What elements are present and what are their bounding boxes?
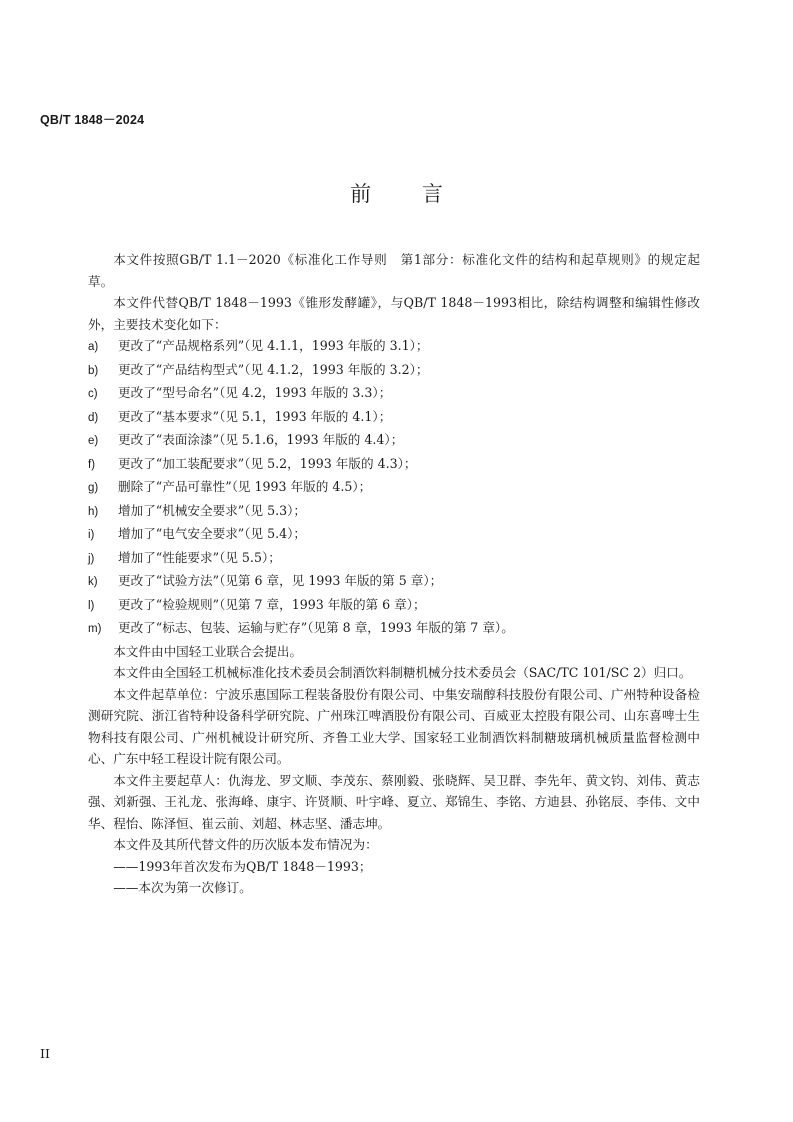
list-item-text: 更改了“试验方法”（见第 6 章，见 1993 年版的第 5 章）；: [118, 573, 443, 588]
list-item-text: 增加了“机械安全要求”（见 5.3）；: [118, 502, 307, 518]
list-item-label: l): [88, 599, 95, 612]
list-item-text: 增加了“电气安全要求”（见 5.4）；: [118, 526, 307, 541]
list-item: [88, 359, 700, 383]
list-item-label: b): [88, 364, 99, 377]
list-item: [88, 570, 700, 594]
list-item: [88, 523, 700, 547]
committee-paragraph: 本文件由全国轻工机械标准化技术委员会制酒饮料制糖机械分技术委员会（SAC/TC 101/SC 2）归口。: [113, 665, 692, 680]
list-item: [88, 382, 700, 406]
list-item-label: h): [88, 505, 99, 518]
history-item: ——1993年首次发布为QB/T 1848－1993；: [113, 858, 372, 874]
list-item-text: 更改了“型号命名”（见 4.2，1993 年版的 3.3）；: [118, 385, 392, 400]
foreword-body: [88, 249, 700, 899]
list-item: [88, 617, 700, 641]
proposer-paragraph: 本文件由中国轻工业联合会提出。: [113, 643, 303, 659]
list-item-label: k): [88, 576, 98, 588]
list-item-text: 更改了“标志、包装、运输与贮存”（见第 8 章，1993 年版的第 7 章）。: [118, 620, 514, 635]
list-item: [88, 335, 700, 359]
list-item-text: 更改了“产品结构型式”（见 4.1.2，1993 年版的 3.2）；: [118, 361, 429, 377]
list-item: [88, 594, 700, 618]
list-item-label: e): [88, 435, 99, 447]
list-item-text: 更改了“加工装配要求”（见 5.2，1993 年版的 4.3）；: [118, 455, 417, 471]
list-item-label: j): [88, 552, 95, 565]
list-item: [88, 547, 700, 571]
list-item: [88, 406, 700, 430]
list-item-label: a): [88, 341, 99, 353]
list-item: [88, 476, 700, 500]
page-title: 前 言: [350, 182, 465, 206]
list-item-text: 删除了“产品可靠性”（见 1993 年版的 4.5）；: [118, 479, 372, 494]
history-item: ——本次为第一次修订。: [113, 880, 252, 895]
list-item-label: m): [88, 623, 102, 635]
list-item: [88, 453, 700, 477]
technical-changes-list: [88, 335, 700, 641]
list-item-text: 增加了“性能要求”（见 5.5）；: [118, 549, 281, 565]
replacement-paragraph: 本文件代替QB/T 1848－1993《锥形发酵罐》，与QB/T 1848－1993相比，除结构调整和编辑性修改外，主要技术变化如下：: [88, 295, 700, 332]
page-number: II: [40, 1046, 50, 1061]
list-item-label: i): [88, 529, 95, 541]
list-item-text: 更改了“基本要求”（见 5.1，1993 年版的 4.1）；: [118, 408, 392, 424]
list-item-label: f): [88, 458, 96, 471]
list-item-text: 更改了“检验规则”（见第 7 章，1993 年版的第 6 章）；: [118, 596, 426, 612]
drafting-units-paragraph: 本文件起草单位：宁波乐惠国际工程装备股份有限公司、中集安瑞醇科技股份有限公司、广州特种设备检测研究院、浙江省特种设备科学研究院、广州珠江啤酒股份有限公司、百威亚太控股有限公司、山东喜啤士生物科技有限公司、广州机械设计研究所、齐鲁工业大学、国家轻工业制酒饮料制糖玻璃机械质量监督检测中心、广东中轻工程设计院有限公司。: [88, 686, 700, 766]
list-item-label: g): [88, 482, 99, 494]
list-item-text: 更改了“产品规格系列”（见 4.1.1，1993 年版的 3.1）；: [118, 338, 429, 353]
list-item: [88, 429, 700, 453]
drafters-paragraph: 本文件主要起草人：仇海龙、罗文顺、李茂东、蔡刚毅、张晓辉、吴卫群、李先年、黄文钧、刘伟、黄志强、刘新强、王礼龙、张海峰、康宇、许贤顺、叶宇峰、夏立、郑锦生、李铭、方迪县、孙铭辰、李伟、文中华、程怡、陈泽恒、崔云前、刘超、林志坚、潘志坤。: [88, 772, 700, 831]
list-item-label: d): [88, 411, 99, 424]
drafting-rule-paragraph: 本文件按照GB/T 1.1－2020《标准化工作导则 第1部分：标准化文件的结构和起草规则》的规定起草。: [88, 252, 700, 289]
history-intro-paragraph: 本文件及其所代替文件的历次版本发布情况为：: [113, 837, 378, 852]
standard-code: QB/T 1848－2024: [40, 113, 145, 127]
list-item-text: 更改了“表面涂漆”（见 5.1.6，1993 年版的 4.4）；: [118, 432, 404, 447]
list-item: [88, 500, 700, 524]
list-item-label: c): [88, 388, 98, 400]
